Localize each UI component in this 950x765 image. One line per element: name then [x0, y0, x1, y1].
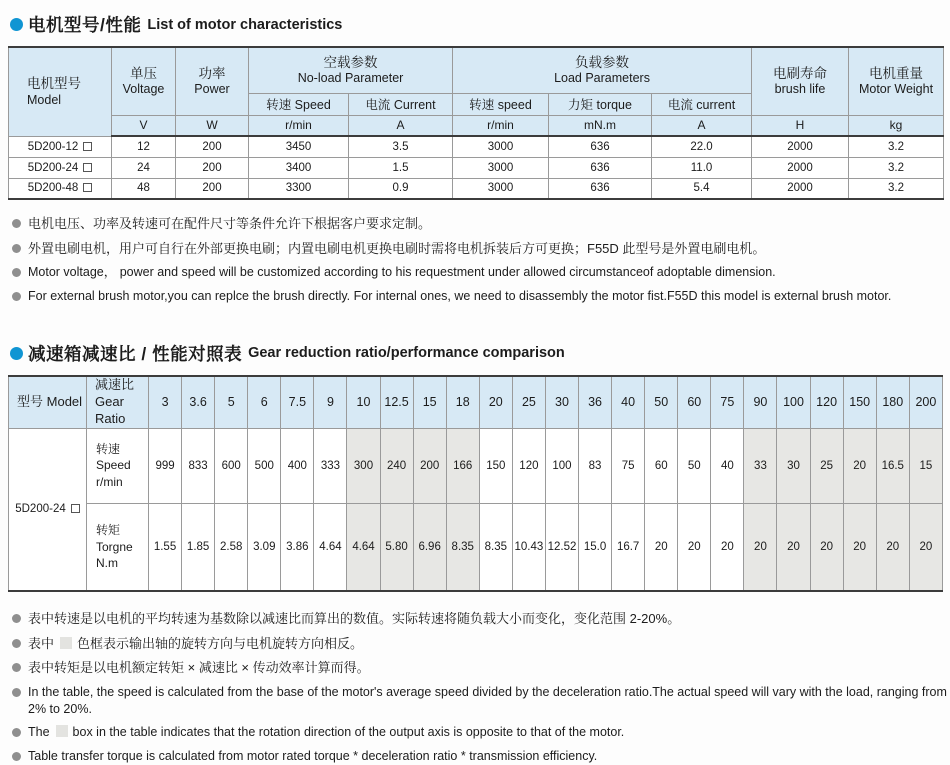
torque-at-ratio-75: 20	[711, 503, 744, 591]
variant-box-icon	[83, 163, 92, 172]
load-torque-cell: 636	[549, 136, 652, 157]
table-row	[9, 157, 944, 178]
voltage-cell: 12	[112, 136, 176, 157]
gear-notes	[12, 610, 950, 765]
load-torque-cell: 636	[549, 178, 652, 199]
reversed-direction-swatch-icon	[56, 725, 68, 737]
torque-at-ratio-18: 8.35	[446, 503, 479, 591]
brush-life-cell: 2000	[752, 157, 849, 178]
ratio-header-15: 15	[413, 376, 446, 428]
speed-at-ratio-150: 20	[843, 428, 876, 503]
power-cell: 200	[176, 178, 249, 199]
speed-at-ratio-9: 333	[314, 428, 347, 503]
speed-at-ratio-75: 40	[711, 428, 744, 503]
speed-at-ratio-20: 150	[479, 428, 512, 503]
torque-at-ratio-20: 8.35	[479, 503, 512, 591]
load-current-cell: 5.4	[652, 178, 752, 199]
ratio-header-7.5: 7.5	[281, 376, 314, 428]
ratio-header-50: 50	[645, 376, 678, 428]
bullet-icon	[12, 752, 21, 761]
speed-at-ratio-15: 200	[413, 428, 446, 503]
weight-cell: 3.2	[849, 136, 944, 157]
model-cell: 5D200-24	[9, 428, 87, 591]
speed-at-ratio-90: 33	[744, 428, 777, 503]
unit-voltage: V	[112, 115, 176, 136]
speed-at-ratio-7.5: 400	[281, 428, 314, 503]
header-noload-group: 空载参数 No-load Parameter	[249, 47, 453, 93]
speed-at-ratio-60: 50	[678, 428, 711, 503]
gear-ratio-table	[8, 375, 943, 592]
torque-at-ratio-50: 20	[645, 503, 678, 591]
unit-brush-life: H	[752, 115, 849, 136]
speed-at-ratio-18: 166	[446, 428, 479, 503]
table-row	[9, 136, 944, 157]
header-motor-weight: 电机重量 Motor Weight	[849, 47, 944, 115]
torque-at-ratio-120: 20	[810, 503, 843, 591]
speed-at-ratio-36: 83	[579, 428, 612, 503]
bullet-icon	[12, 688, 21, 697]
header-brush-life: 电刷寿命 brush life	[752, 47, 849, 115]
ratio-header-36: 36	[579, 376, 612, 428]
ratio-header-6: 6	[248, 376, 281, 428]
power-cell: 200	[176, 157, 249, 178]
torque-at-ratio-15: 6.96	[413, 503, 446, 591]
speed-at-ratio-30: 100	[545, 428, 578, 503]
ratio-header-180: 180	[876, 376, 909, 428]
speed-at-ratio-10: 300	[347, 428, 380, 503]
model-cell: 5D200-48	[9, 178, 112, 199]
speed-at-ratio-180: 16.5	[876, 428, 909, 503]
bullet-icon	[12, 614, 21, 623]
section2-title-zh: 减速箱减速比 / 性能对照表	[28, 343, 243, 364]
load-torque-cell: 636	[549, 157, 652, 178]
weight-cell: 3.2	[849, 157, 944, 178]
variant-box-icon	[71, 504, 80, 513]
model-cell: 5D200-24	[9, 157, 112, 178]
note-item: In the table, the speed is calculated from the base of the motor's average speed divided by the deceleration ratio.The actual speed will vary with the load, ranging from 2% to 20%.	[12, 684, 950, 718]
bullet-icon	[12, 244, 21, 253]
motor-characteristics-table	[8, 46, 944, 200]
ratio-header-90: 90	[744, 376, 777, 428]
speed-row	[9, 428, 943, 503]
ratio-header-100: 100	[777, 376, 810, 428]
note-item: Motor voltage， power and speed will be customized according to his requestment under allowed circumstanceof adoptable dimension.	[12, 264, 950, 281]
blue-bullet-icon	[10, 18, 23, 31]
header-power: 功率 Power	[176, 47, 249, 115]
bullet-icon	[12, 663, 21, 672]
ratio-header-3: 3	[149, 376, 182, 428]
torque-at-ratio-12.5: 5.80	[380, 503, 413, 591]
load-current-cell: 11.0	[652, 157, 752, 178]
motor-characteristics-title	[10, 12, 950, 37]
unit-motor-weight: kg	[849, 115, 944, 136]
gear-reduction-title	[10, 341, 950, 366]
ratio-header-40: 40	[612, 376, 645, 428]
ratio-header-20: 20	[479, 376, 512, 428]
speed-at-ratio-200: 15	[909, 428, 942, 503]
load-speed-cell: 3000	[453, 157, 549, 178]
power-cell: 200	[176, 136, 249, 157]
note-item: 表中转速是以电机的平均转速为基数除以减速比而算出的数值。实际转速将随负载大小而变化，变化范围 2-20%。	[12, 610, 950, 628]
noload-speed-cell: 3450	[249, 136, 349, 157]
ratio-header-150: 150	[843, 376, 876, 428]
note-item: 表中 色框表示输出轴的旋转方向与电机旋转方向相反。	[12, 635, 950, 653]
noload-current-cell: 3.5	[349, 136, 453, 157]
torque-row	[9, 503, 943, 591]
bullet-icon	[12, 268, 21, 277]
torque-at-ratio-30: 12.52	[545, 503, 578, 591]
bullet-icon	[12, 292, 21, 301]
speed-at-ratio-12.5: 240	[380, 428, 413, 503]
torque-at-ratio-3: 1.55	[149, 503, 182, 591]
torque-at-ratio-9: 4.64	[314, 503, 347, 591]
variant-box-icon	[83, 142, 92, 151]
torque-at-ratio-200: 20	[909, 503, 942, 591]
note-item: 外置电刷电机，用户可自行在外部更换电刷；内置电刷电机更换电刷时需将电机拆装后方可更换；F55D 此型号是外置电刷电机。	[12, 240, 950, 258]
voltage-cell: 48	[112, 178, 176, 199]
ratio-header-200: 200	[909, 376, 942, 428]
torque-at-ratio-60: 20	[678, 503, 711, 591]
header-voltage: 单压 Voltage	[112, 47, 176, 115]
header-load-torque: 力矩 torque	[549, 93, 652, 115]
ratio-header-18: 18	[446, 376, 479, 428]
torque-at-ratio-3.6: 1.85	[182, 503, 215, 591]
bullet-icon	[12, 219, 21, 228]
load-speed-cell: 3000	[453, 178, 549, 199]
bullet-icon	[12, 728, 21, 737]
note-item: 表中转矩是以电机额定转矩 × 减速比 × 传动效率计算而得。	[12, 659, 950, 677]
unit-load-torque: mN.m	[549, 115, 652, 136]
note-item: The box in the table indicates that the rotation direction of the output axis is opposite to that of the motor.	[12, 724, 950, 741]
ratio-header-12.5: 12.5	[380, 376, 413, 428]
brush-life-cell: 2000	[752, 136, 849, 157]
header-load-current: 电流 current	[652, 93, 752, 115]
torque-at-ratio-40: 16.7	[612, 503, 645, 591]
bullet-icon	[12, 639, 21, 648]
ratio-header-10: 10	[347, 376, 380, 428]
ratio-header-30: 30	[545, 376, 578, 428]
torque-at-ratio-180: 20	[876, 503, 909, 591]
unit-load-current: A	[652, 115, 752, 136]
unit-noload-current: A	[349, 115, 453, 136]
speed-at-ratio-3.6: 833	[182, 428, 215, 503]
table-row	[9, 178, 944, 199]
load-current-cell: 22.0	[652, 136, 752, 157]
section1-title-zh: 电机型号/性能	[28, 15, 142, 35]
voltage-cell: 24	[112, 157, 176, 178]
ratio-header-5: 5	[215, 376, 248, 428]
unit-noload-speed: r/min	[249, 115, 349, 136]
noload-speed-cell: 3300	[249, 178, 349, 199]
section2-title-en: Gear reduction ratio/performance comparison	[248, 345, 565, 362]
note-item: For external brush motor,you can replce the brush directly. For internal ones, we need to disassembly the motor fist.F55D this model is external brush motor.	[12, 288, 950, 305]
speed-at-ratio-120: 25	[810, 428, 843, 503]
header-noload-speed: 转速 Speed	[249, 93, 349, 115]
blue-bullet-icon	[10, 347, 23, 360]
noload-current-cell: 1.5	[349, 157, 453, 178]
load-speed-cell: 3000	[453, 136, 549, 157]
speed-at-ratio-6: 500	[248, 428, 281, 503]
ratio-header-75: 75	[711, 376, 744, 428]
torque-at-ratio-90: 20	[744, 503, 777, 591]
header-gear-ratio: 减速比 Gear Ratio	[87, 376, 149, 428]
header-model: 型号 Model	[9, 376, 87, 428]
torque-at-ratio-36: 15.0	[579, 503, 612, 591]
speed-at-ratio-5: 600	[215, 428, 248, 503]
variant-box-icon	[83, 183, 92, 192]
torque-at-ratio-25: 10.43	[512, 503, 545, 591]
motor-notes	[12, 215, 950, 305]
speed-at-ratio-50: 60	[645, 428, 678, 503]
noload-current-cell: 0.9	[349, 178, 453, 199]
ratio-header-60: 60	[678, 376, 711, 428]
speed-at-ratio-25: 120	[512, 428, 545, 503]
header-model: 电机型号 Model	[9, 47, 112, 136]
speed-at-ratio-40: 75	[612, 428, 645, 503]
speed-at-ratio-3: 999	[149, 428, 182, 503]
ratio-header-9: 9	[314, 376, 347, 428]
torque-row-label: 转矩 Torgne N.m	[87, 503, 149, 591]
torque-at-ratio-100: 20	[777, 503, 810, 591]
torque-at-ratio-10: 4.64	[347, 503, 380, 591]
header-load-speed: 转速 speed	[453, 93, 549, 115]
unit-load-speed: r/min	[453, 115, 549, 136]
torque-at-ratio-150: 20	[843, 503, 876, 591]
torque-at-ratio-6: 3.09	[248, 503, 281, 591]
note-item: Table transfer torque is calculated from motor rated torque * deceleration ratio * transmission efficiency.	[12, 748, 950, 765]
reversed-direction-swatch-icon	[60, 637, 72, 649]
noload-speed-cell: 3400	[249, 157, 349, 178]
torque-at-ratio-5: 2.58	[215, 503, 248, 591]
brush-life-cell: 2000	[752, 178, 849, 199]
weight-cell: 3.2	[849, 178, 944, 199]
speed-row-label: 转速 Speed r/min	[87, 428, 149, 503]
torque-at-ratio-7.5: 3.86	[281, 503, 314, 591]
header-noload-current: 电流 Current	[349, 93, 453, 115]
ratio-header-25: 25	[512, 376, 545, 428]
ratio-header-3.6: 3.6	[182, 376, 215, 428]
header-load-group: 负载参数 Load Parameters	[453, 47, 752, 93]
note-item: 电机电压、功率及转速可在配件尺寸等条件允许下根据客户要求定制。	[12, 215, 950, 233]
ratio-header-120: 120	[810, 376, 843, 428]
unit-power: W	[176, 115, 249, 136]
section1-title-en: List of motor characteristics	[147, 16, 343, 33]
model-cell: 5D200-12	[9, 136, 112, 157]
speed-at-ratio-100: 30	[777, 428, 810, 503]
